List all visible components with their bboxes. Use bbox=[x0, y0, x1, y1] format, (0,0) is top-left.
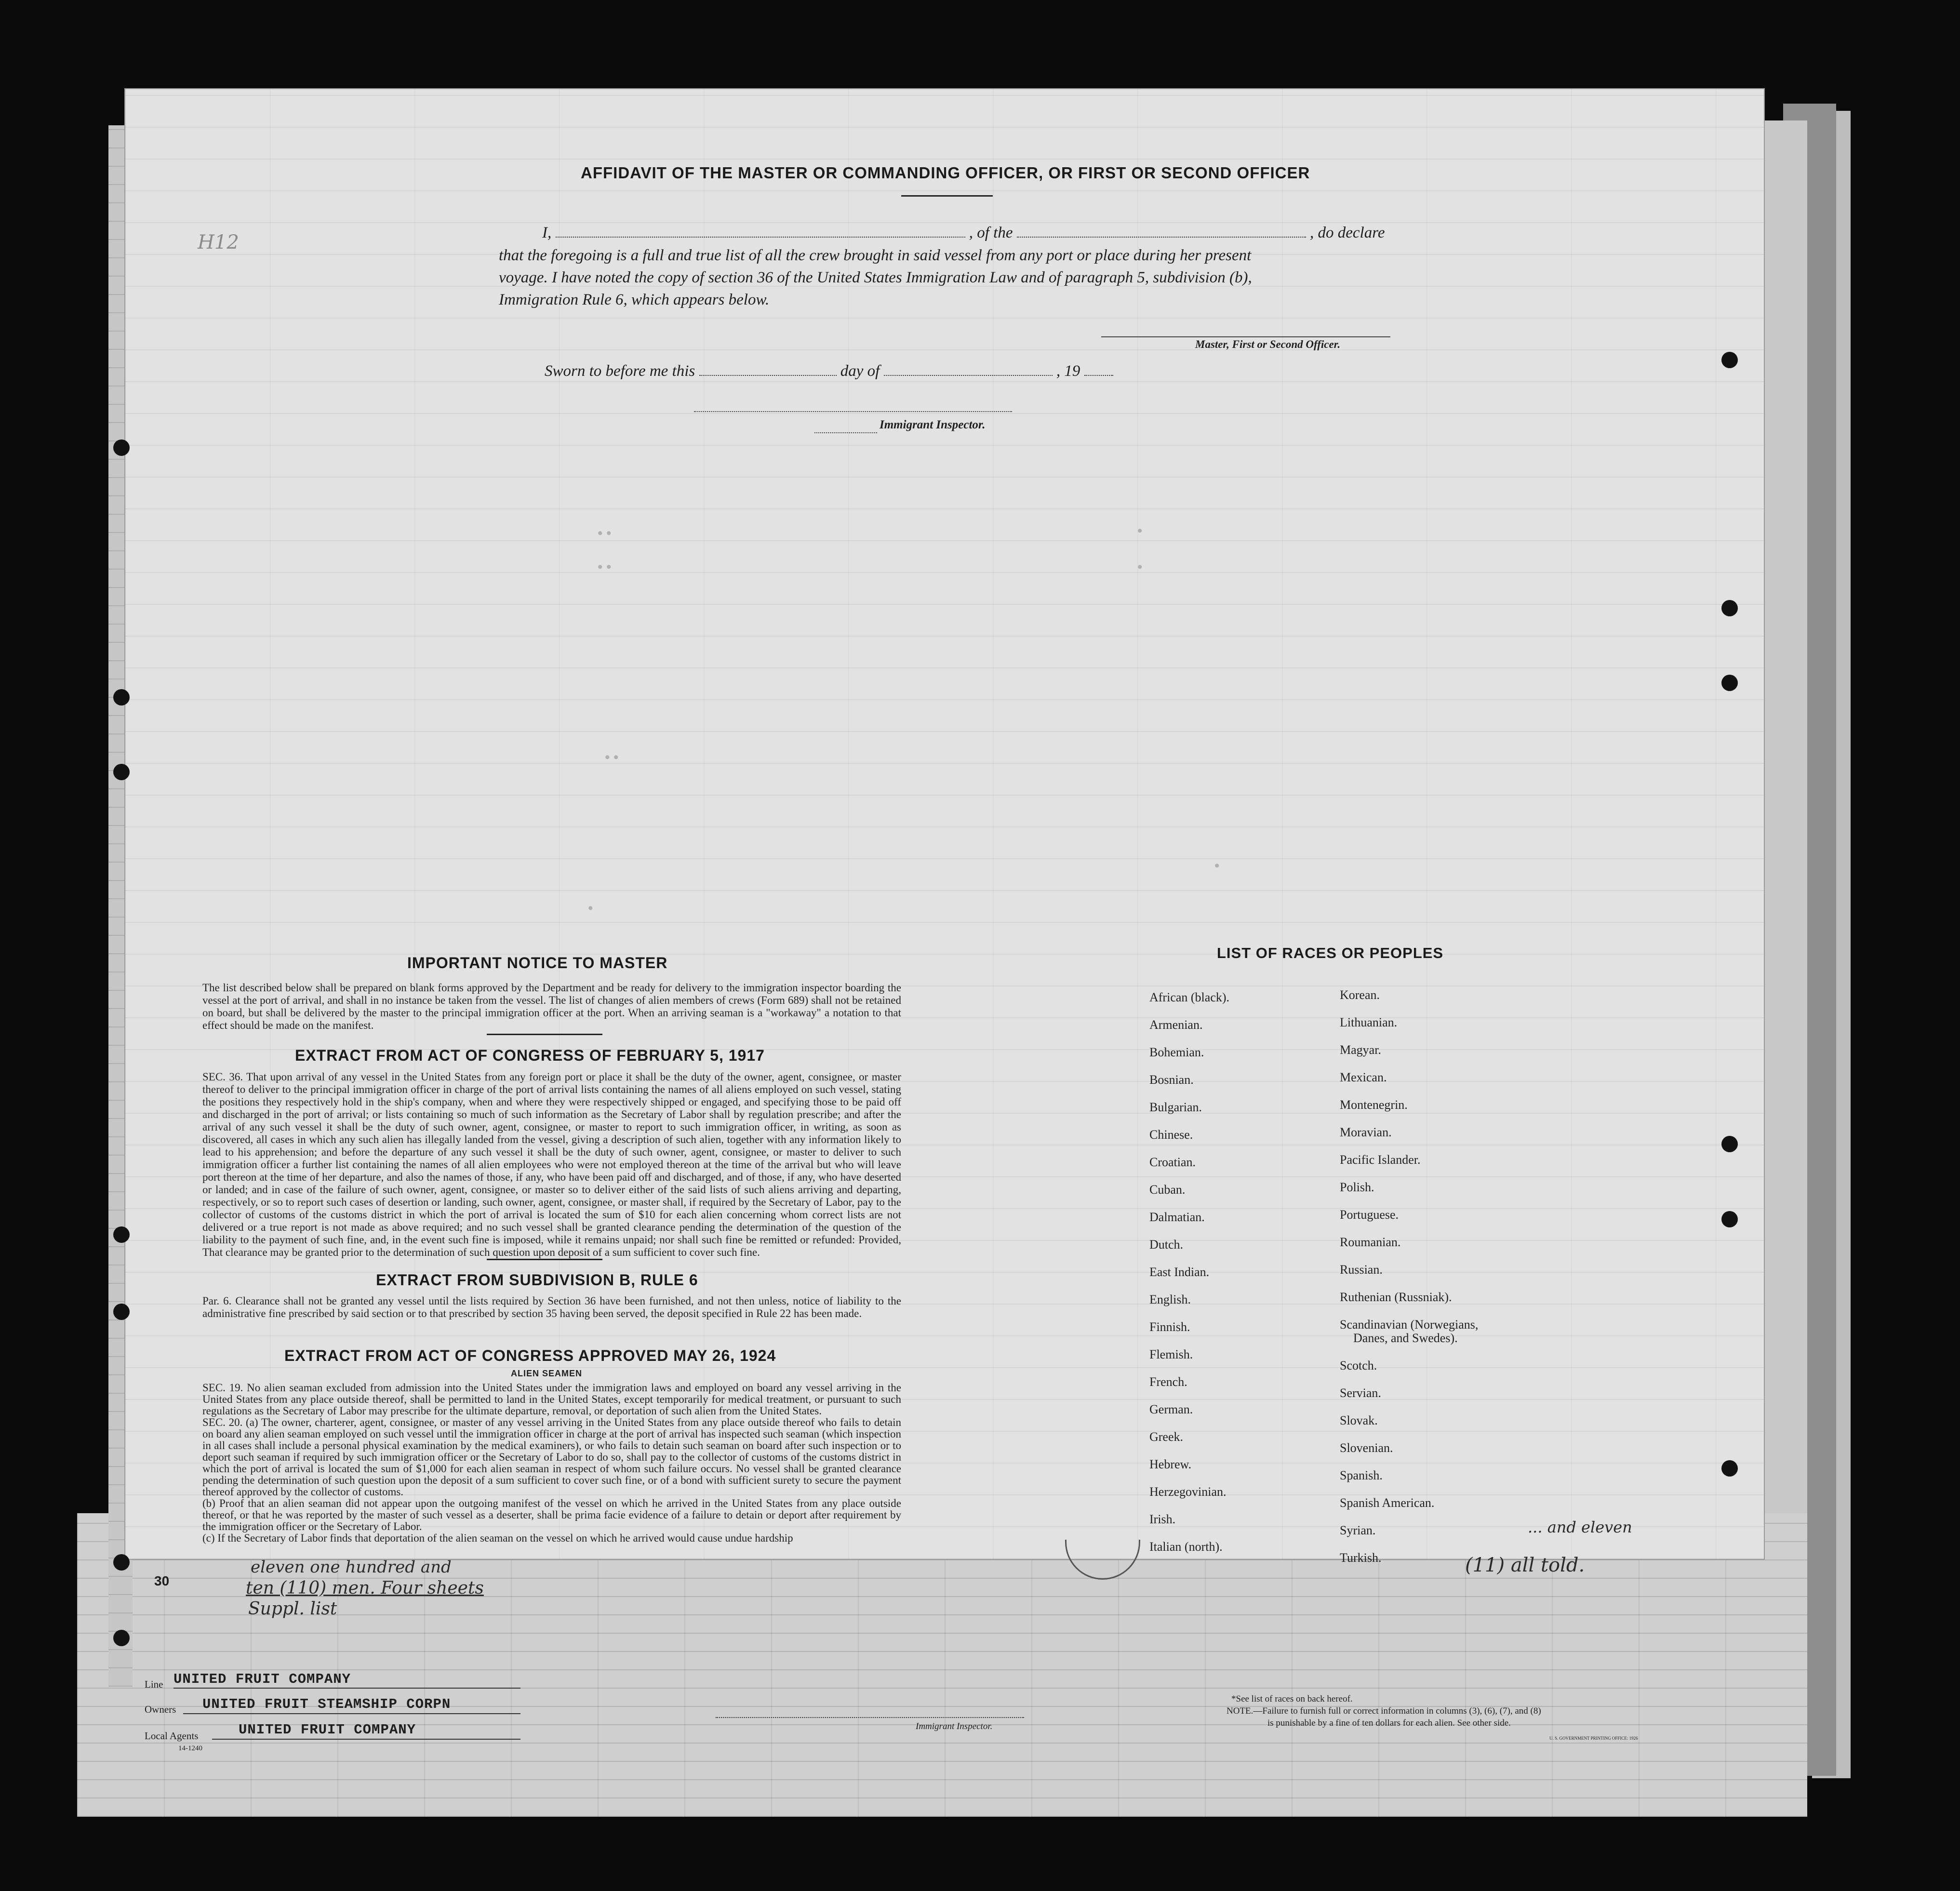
handwritten-note-2: ten (110) men. Four sheets bbox=[246, 1578, 484, 1598]
race-item: Bulgarian. bbox=[1149, 1100, 1202, 1114]
race-item: Danes, and Swedes). bbox=[1353, 1331, 1458, 1345]
race-item: Slovenian. bbox=[1340, 1441, 1393, 1455]
race-item: Montenegrin. bbox=[1340, 1098, 1408, 1112]
race-item: Slovak. bbox=[1340, 1413, 1378, 1427]
binder-hole bbox=[113, 689, 130, 706]
race-item: Flemish. bbox=[1149, 1347, 1193, 1361]
binder-hole bbox=[113, 1226, 130, 1243]
agents-value: UNITED FRUIT COMPANY bbox=[239, 1722, 416, 1738]
race-item: English. bbox=[1149, 1292, 1191, 1306]
extract-1924-title: EXTRACT FROM ACT OF CONGRESS APPROVED MAY 26, 1924 bbox=[284, 1347, 776, 1364]
subdivision-body: Par. 6. Clearance shall not be granted any vessel until the lists required by Section 36 have been furnished, and not then unless, notice of liability to the administrative fine prescribed by said section or to that prescribed by section 35 having been served, the deposit specified in Rule 22 has been made. bbox=[202, 1295, 901, 1319]
printer-imprint: U. S. GOVERNMENT PRINTING OFFICE: 1926 bbox=[1549, 1736, 1638, 1741]
race-item: Portuguese. bbox=[1340, 1208, 1399, 1222]
race-item: Bosnian. bbox=[1149, 1073, 1194, 1087]
bleed-through-marks: • • bbox=[598, 559, 612, 575]
bleed-through-marks: • bbox=[588, 900, 593, 916]
race-item: Hebrew. bbox=[1149, 1457, 1192, 1471]
race-item: Dalmatian. bbox=[1149, 1210, 1205, 1224]
binder-hole bbox=[1721, 352, 1738, 368]
form-number: 14-1240 bbox=[178, 1745, 202, 1752]
binder-hole bbox=[113, 764, 130, 780]
race-item: Spanish American. bbox=[1340, 1496, 1435, 1510]
binder-hole bbox=[1721, 1211, 1738, 1227]
subdivision-title: EXTRACT FROM SUBDIVISION B, RULE 6 bbox=[376, 1271, 698, 1289]
race-item: Scandinavian (Norwegians, bbox=[1340, 1318, 1479, 1332]
race-item: Pacific Islander. bbox=[1340, 1153, 1421, 1167]
sworn-label: Sworn to before me this bbox=[545, 362, 695, 380]
bleed-through-marks: • bbox=[1137, 523, 1143, 539]
binder-hole bbox=[113, 439, 130, 456]
race-item: Croatian. bbox=[1149, 1155, 1196, 1169]
inspector-dots bbox=[814, 432, 877, 433]
extract-1924-body bbox=[202, 1382, 901, 1544]
notice-body: The list described below shall be prepared on blank forms approved by the Department and be ready for delivery to the immigration inspector boarding the vessel at the port of arrival, and shall in no instance be taken from the vessel. The list of changes of alien members of crews (Form 689) shall not be retained on board, but shall be delivered by the master to the principal immigration officer at the port. When an arriving seaman is a "workaway" a notation to that effect should be made on the manifest. bbox=[202, 982, 901, 1031]
master-signature-label: Master, First or Second Officer. bbox=[1195, 338, 1341, 350]
sec-20c-text: (c) If the Secretary of Labor finds that deportation of the alien seaman on the vessel on which he arrived would cause undue hardship bbox=[202, 1532, 793, 1544]
affidavit-sheet bbox=[125, 89, 1764, 1559]
race-item: Italian (north). bbox=[1149, 1540, 1223, 1554]
race-item: Herzegovinian. bbox=[1149, 1485, 1227, 1499]
penalty-note-2: is punishable by a fine of ten dollars for each alien. See other side. bbox=[1267, 1718, 1511, 1728]
handwritten-right-1: ... and eleven bbox=[1528, 1518, 1632, 1536]
race-item: Syrian. bbox=[1340, 1523, 1376, 1537]
race-item: Greek. bbox=[1149, 1430, 1184, 1444]
footer-inspector-label: Immigrant Inspector. bbox=[916, 1721, 993, 1731]
binder-hole bbox=[1721, 1136, 1738, 1152]
owners-value: UNITED FRUIT STEAMSHIP CORPN bbox=[202, 1696, 451, 1712]
binder-hole bbox=[113, 1554, 130, 1571]
race-item: Roumanian. bbox=[1340, 1235, 1401, 1249]
race-item: Ruthenian (Russniak). bbox=[1340, 1290, 1452, 1304]
sec-20a-text: SEC. 20. (a) The owner, charterer, agent, consignee, or master of any vessel arriving in the United States from any place outside thereof who fails to detain on board any alien seaman employed on such vessel until the immigration officer in charge at the port of arrival has inspected such seaman (which inspection in all cases shall include a personal physical examination by the medical examiners), or who fails to detain such seaman on board after such inspection or to deport such seaman if required by such immigration officer or the Secretary of Labor to do so, shall pay to the collector of customs of the customs district in which the port of arrival is located the sum of $1,000 for each alien seaman in respect of whom such failure occurs. No vessel shall be granted clearance pending the determination of such question upon the deposit of a sum sufficient to cover such fine, or of a bond with sufficient surety to secure the payment thereof approved by the collector of customs. bbox=[202, 1416, 901, 1498]
binder-hole bbox=[113, 1630, 130, 1646]
race-item: Moravian. bbox=[1340, 1125, 1392, 1139]
sworn-day-field[interactable] bbox=[699, 375, 837, 376]
day-of-label: day of bbox=[840, 362, 880, 380]
divider bbox=[901, 195, 993, 197]
inspector-signature-line[interactable] bbox=[694, 411, 1012, 412]
race-item: Mexican. bbox=[1340, 1070, 1387, 1084]
extract-1917-body: SEC. 36. That upon arrival of any vessel in the United States from any foreign port or place it shall be the duty of the owner, agent, consignee, or master thereof to deliver to the principal immigration officer in charge of the port of arrival lists containing the names of all aliens employed on such vessel, stating the positions they respectively hold in the ship's company, when and where they were respectively shipped or engaged, and specifying those to be paid off and discharged in the port of arrival; or lists containing so much of such information as the Secretary of Labor shall by regulation prescribe; and after the arrival of any such vessel it shall be the duty of such owner, agent, consignee, or master to report to such immigration officer, in writing, as soon as discovered, all cases in which any such alien has illegally landed from the vessel, giving a description of such alien, together with any information likely to lead to his apprehension; and before the departure of any such vessel it shall be the duty of such owner, agent, consignee, or master to deliver to such immigration officer a further list containing the names of all alien employees who were not employed thereon at the time of the arrival but who will leave port thereon at the time of her departure, and also the names of those, if any, who have been paid off and discharged, and of those, if any, who have deserted or landed; and in case of the failure of such owner, agent, consignee, or master so to deliver either of the said lists of such aliens arriving and departing, respectively, or so to report such cases of desertion or landing, such owner, agent, consignee, or master shall, if required by the Secretary of Labor, pay to the collector of customs of the customs district in which the port of arrival is located the sum of $10 for each alien concerning whom correct lists are not delivered or a true report is not made as above required; and no such vessel shall be granted clearance pending the determination of the question of the liability to the payment of such fine, and, in the event such fine is imposed, while it remains unpaid; nor shall such fine be remitted or refunded: Provided, That clearance may be granted prior to the determination of such question upon deposit of a sum sufficient to cover such fine. bbox=[202, 1071, 901, 1258]
sworn-month-field[interactable] bbox=[884, 375, 1053, 376]
master-signature-line[interactable] bbox=[1101, 336, 1390, 337]
footer-inspector-line[interactable] bbox=[716, 1717, 1024, 1718]
notice-title: IMPORTANT NOTICE TO MASTER bbox=[407, 954, 668, 972]
sworn-year-field[interactable] bbox=[1084, 375, 1113, 376]
inspector-label: Immigrant Inspector. bbox=[880, 418, 986, 431]
binder-hole bbox=[1721, 1460, 1738, 1477]
line-value: UNITED FRUIT COMPANY bbox=[173, 1671, 351, 1687]
agents-underline bbox=[212, 1739, 520, 1740]
affidavit-title: AFFIDAVIT OF THE MASTER OR COMMANDING OFFICER, OR FIRST OR SECOND OFFICER bbox=[581, 164, 1310, 182]
affidavit-i-label: I, bbox=[542, 224, 552, 241]
race-item: Scotch. bbox=[1340, 1358, 1377, 1372]
race-item: French. bbox=[1149, 1375, 1187, 1389]
race-item: Korean. bbox=[1340, 988, 1380, 1002]
race-item: Dutch. bbox=[1149, 1238, 1184, 1252]
races-title: LIST OF RACES OR PEOPLES bbox=[1217, 945, 1444, 961]
race-item: Lithuanian. bbox=[1340, 1015, 1398, 1029]
binder-hole bbox=[113, 1304, 130, 1320]
line-underline bbox=[173, 1688, 520, 1689]
divider bbox=[487, 1034, 602, 1035]
handwritten-note-1: eleven one hundred and bbox=[251, 1558, 452, 1577]
handwritten-mark: H12 bbox=[198, 231, 239, 253]
race-item: Armenian. bbox=[1149, 1018, 1203, 1032]
bleed-through-marks: • • bbox=[605, 749, 619, 765]
race-item: Irish. bbox=[1149, 1512, 1176, 1526]
race-item: Polish. bbox=[1340, 1180, 1374, 1194]
row-number: 30 bbox=[154, 1573, 170, 1588]
race-item: German. bbox=[1149, 1402, 1193, 1416]
sworn-line bbox=[545, 362, 1113, 380]
do-declare-label: , do declare bbox=[1309, 224, 1385, 241]
race-item: Magyar. bbox=[1340, 1043, 1381, 1057]
race-item: East Indian. bbox=[1149, 1265, 1210, 1279]
bleed-through-marks: • • bbox=[598, 525, 612, 541]
race-item: African (black). bbox=[1149, 990, 1230, 1004]
affidavit-line-2: that the foregoing is a full and true list of all the crew brought in said vessel from any port or place during her present bbox=[499, 247, 1252, 264]
race-item: Spanish. bbox=[1340, 1468, 1383, 1482]
line-label: Line bbox=[145, 1678, 163, 1690]
extract-1917-title: EXTRACT FROM ACT OF CONGRESS OF FEBRUARY 5, 1917 bbox=[295, 1047, 765, 1064]
penalty-note: NOTE.—Failure to furnish full or correct information in columns (3), (6), (7), and (8) bbox=[1227, 1706, 1541, 1716]
race-item: Chinese. bbox=[1149, 1128, 1193, 1142]
vessel-field[interactable] bbox=[1017, 237, 1306, 238]
owners-label: Owners bbox=[145, 1704, 176, 1715]
race-item: Turkish. bbox=[1340, 1551, 1382, 1565]
race-item: Servian. bbox=[1340, 1386, 1381, 1400]
affidavit-line-3: voyage. I have noted the copy of section 36 of the United States Immigration Law and of paragraph 5, subdivision (b), bbox=[499, 269, 1252, 286]
race-item: Bohemian. bbox=[1149, 1045, 1204, 1059]
race-item: Cuban. bbox=[1149, 1183, 1186, 1197]
race-item: Finnish. bbox=[1149, 1320, 1190, 1334]
race-item: Russian. bbox=[1340, 1263, 1383, 1277]
agents-label: Local Agents bbox=[145, 1730, 199, 1742]
binder-hole bbox=[1721, 675, 1738, 691]
races-right-column bbox=[1340, 988, 1478, 1578]
alien-seamen-subtitle: ALIEN SEAMEN bbox=[511, 1369, 583, 1378]
handwritten-right-2: (11) all told. bbox=[1465, 1554, 1585, 1576]
name-field[interactable] bbox=[556, 237, 965, 238]
affidavit-line-4: Immigration Rule 6, which appears below. bbox=[499, 291, 770, 308]
year-label: , 19 bbox=[1056, 362, 1080, 380]
races-left-column bbox=[1149, 990, 1229, 1567]
sec-20b-text: (b) Proof that an alien seaman did not appear upon the outgoing manifest of the vessel on which he arrived in the United States from any place outside thereof, or that he was reported by the master of such vessel as a deserter, shall be prima facie evidence of a failure to detain or deport after requirement by the immigration officer or the Secretary of Labor. bbox=[202, 1497, 901, 1532]
divider bbox=[487, 1259, 602, 1260]
of-the-label: , of the bbox=[969, 224, 1013, 241]
owners-underline bbox=[183, 1713, 520, 1714]
binder-hole bbox=[1721, 600, 1738, 616]
affidavit-line-1 bbox=[542, 224, 1385, 242]
handwritten-note-3: Suppl. list bbox=[248, 1599, 337, 1619]
bleed-through-marks: • bbox=[1214, 858, 1220, 874]
sec-19-text: SEC. 19. No alien seaman excluded from admission into the United States under the immigration laws and employed on board any vessel arriving in the United States from any place outside thereof, shall be permitted to land in the United States, except temporarily for medical treatment, or pursuant to such regulations as the Secretary of Labor may prescribe for the ultimate departure, removal, or deportation of such alien from the United States. bbox=[202, 1382, 901, 1417]
races-reference-note: *See list of races on back hereof. bbox=[1231, 1694, 1353, 1704]
bleed-through-marks: • bbox=[1137, 559, 1143, 575]
